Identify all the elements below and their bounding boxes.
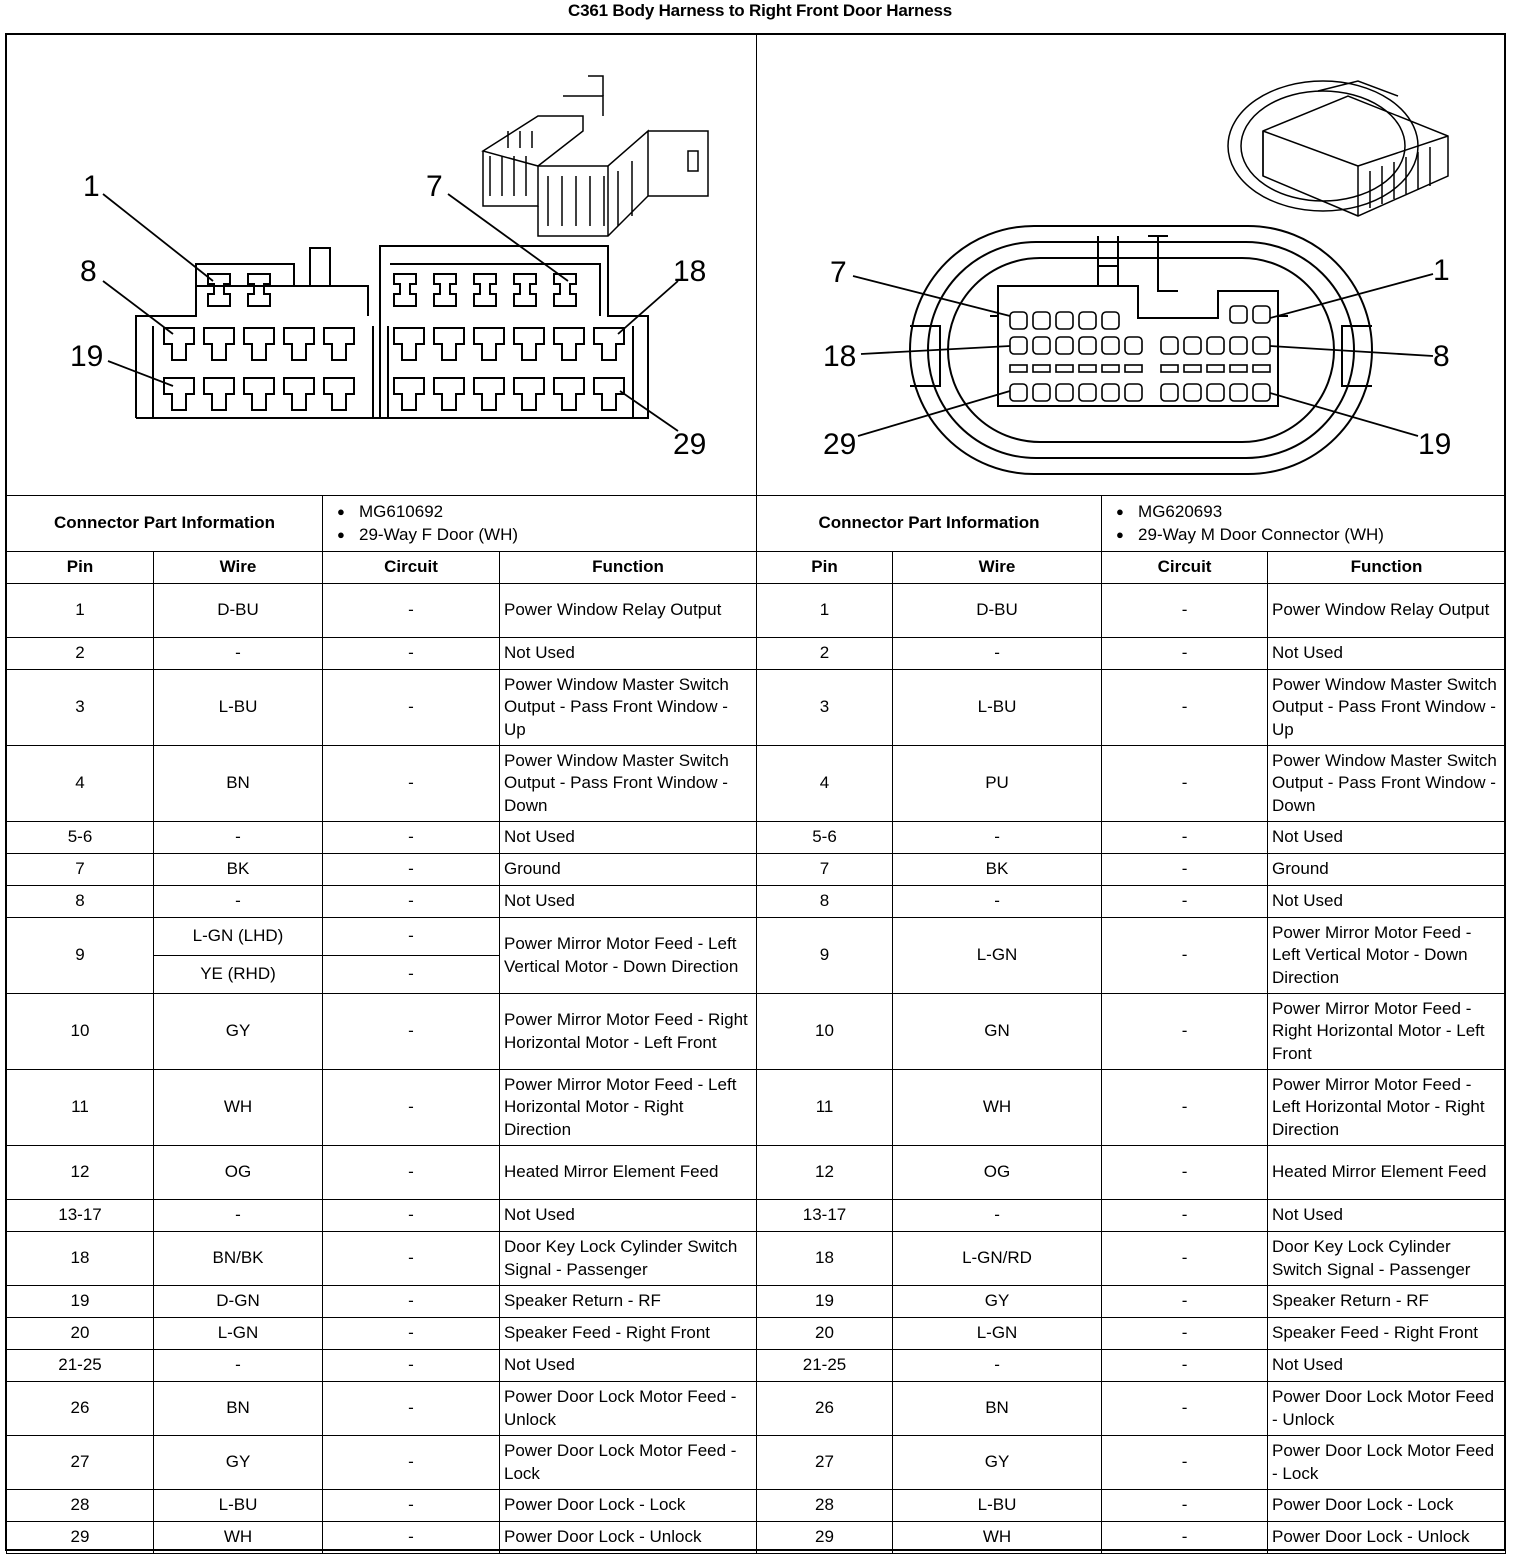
right-circuit-cell: - <box>1102 1522 1268 1554</box>
table-row <box>7 854 1506 886</box>
left-pin-cell: 3 <box>7 670 154 746</box>
left-pin-cell: 2 <box>7 638 154 670</box>
right-function-cell: Speaker Return - RF <box>1268 1286 1506 1318</box>
left-pin-cell: 12 <box>7 1146 154 1200</box>
left-part-number: ● MG610692 <box>327 501 752 524</box>
left-circuit-cell: - <box>323 1350 500 1382</box>
right-pin-cell: 2 <box>757 638 893 670</box>
left-wire-cell: OG <box>154 1146 323 1200</box>
left-wire-cell: - <box>154 886 323 918</box>
right-function-cell: Not Used <box>1268 822 1506 854</box>
right-pin-cell: 8 <box>757 886 893 918</box>
right-wire-cell: WH <box>893 1522 1102 1554</box>
right-pin-cell: 20 <box>757 1318 893 1350</box>
left-pin-cell: 1 <box>7 584 154 638</box>
table-header-row <box>7 552 1506 584</box>
left-wire-cell: BK <box>154 854 323 886</box>
right-circuit-cell: - <box>1102 746 1268 822</box>
left-wire-cell: D-BU <box>154 584 323 638</box>
right-circuit-cell: - <box>1102 1200 1268 1232</box>
right-wire-cell: D-BU <box>893 584 1102 638</box>
left-pin-cell: 19 <box>7 1286 154 1318</box>
left-function-cell: Not Used <box>500 638 757 670</box>
left-info-label: Connector Part Information <box>7 496 323 552</box>
right-circuit-cell: - <box>1102 670 1268 746</box>
right-circuit-cell: - <box>1102 1490 1268 1522</box>
left-wire-cell: WH <box>154 1522 323 1554</box>
right-connector-diagram <box>758 36 1504 494</box>
left-pin-cell: 29 <box>7 1522 154 1554</box>
right-wire-cell: GY <box>893 1286 1102 1318</box>
left-function-cell: Heated Mirror Element Feed <box>500 1146 757 1200</box>
left-function-cell: Not Used <box>500 886 757 918</box>
right-wire-cell: - <box>893 886 1102 918</box>
right-function-cell: Power Window Master Switch Output - Pass Front Window - Up <box>1268 670 1506 746</box>
left-function-cell: Not Used <box>500 1200 757 1232</box>
right-row3-slots <box>1010 365 1270 372</box>
left-callout-7: 7 <box>426 170 443 203</box>
col-header-circuit: Circuit <box>323 552 500 584</box>
table-row <box>7 1146 1506 1200</box>
left-pin-cell: 10 <box>7 994 154 1070</box>
col-header-function: Function <box>1268 552 1506 584</box>
right-wire-cell: - <box>893 1200 1102 1232</box>
left-pin-cell: 13-17 <box>7 1200 154 1232</box>
right-pin-cell: 13-17 <box>757 1200 893 1232</box>
right-circuit-cell: - <box>1102 1350 1268 1382</box>
left-circuit-cell: - <box>323 638 500 670</box>
left-pin-cell: 4 <box>7 746 154 822</box>
right-wire-cell: - <box>893 1350 1102 1382</box>
right-pin-cell: 7 <box>757 854 893 886</box>
table-row <box>7 670 1506 746</box>
left-function-cell: Power Door Lock - Unlock <box>500 1522 757 1554</box>
left-function-cell: Not Used <box>500 1350 757 1382</box>
left-circuit-cell: - <box>323 670 500 746</box>
right-function-cell: Power Window Relay Output <box>1268 584 1506 638</box>
right-info-values <box>1102 496 1506 552</box>
right-wire-cell: - <box>893 822 1102 854</box>
left-callout-29: 29 <box>673 428 707 461</box>
left-circuit-cell: - <box>323 1522 500 1554</box>
right-function-cell: Not Used <box>1268 1200 1506 1232</box>
table-row <box>7 584 1506 638</box>
table-row <box>7 886 1506 918</box>
left-circuit-cell: - <box>323 1436 500 1490</box>
left-wire-cell: GY <box>154 1436 323 1490</box>
left-wire-cell: BN <box>154 746 323 822</box>
right-circuit-cell: - <box>1102 1318 1268 1350</box>
right-function-cell: Power Door Lock - Unlock <box>1268 1522 1506 1554</box>
right-circuit-cell: - <box>1102 822 1268 854</box>
right-function-cell: Not Used <box>1268 638 1506 670</box>
left-function-cell: Power Mirror Motor Feed - Right Horizontal Motor - Left Front <box>500 994 757 1070</box>
right-pin-cell: 29 <box>757 1522 893 1554</box>
right-connector-face <box>910 226 1372 474</box>
left-wire-cell: L-GN (LHD) <box>154 918 323 956</box>
right-wire-cell: OG <box>893 1146 1102 1200</box>
right-function-cell: Power Mirror Motor Feed - Left Vertical Motor - Down Direction <box>1268 918 1506 994</box>
right-pin-cell: 10 <box>757 994 893 1070</box>
left-row1-pins <box>208 274 576 306</box>
left-wire-cell: YE (RHD) <box>154 956 323 994</box>
left-circuit-cell: - <box>323 1146 500 1200</box>
right-callout-1: 1 <box>1433 254 1450 287</box>
left-pin-cell: 5-6 <box>7 822 154 854</box>
right-circuit-cell: - <box>1102 1382 1268 1436</box>
right-callout-8: 8 <box>1433 340 1450 373</box>
right-circuit-cell: - <box>1102 1070 1268 1146</box>
left-function-cell: Power Window Master Switch Output - Pass Front Window - Down <box>500 746 757 822</box>
right-description: ● 29-Way M Door Connector (WH) <box>1106 524 1501 547</box>
col-header-pin: Pin <box>7 552 154 584</box>
left-pin-cell: 9 <box>7 918 154 994</box>
right-function-cell: Power Door Lock - Lock <box>1268 1490 1506 1522</box>
left-connector-diagram <box>8 36 754 494</box>
right-callout-29: 29 <box>823 428 857 461</box>
left-function-cell: Speaker Return - RF <box>500 1286 757 1318</box>
left-connector-3d-icon <box>483 76 708 236</box>
table-row <box>7 638 1506 670</box>
right-wire-cell: L-GN/RD <box>893 1232 1102 1286</box>
right-wire-cell: BK <box>893 854 1102 886</box>
right-function-cell: Power Mirror Motor Feed - Left Horizontal Motor - Right Direction <box>1268 1070 1506 1146</box>
right-function-cell: Speaker Feed - Right Front <box>1268 1318 1506 1350</box>
right-function-cell: Heated Mirror Element Feed <box>1268 1146 1506 1200</box>
left-function-cell: Ground <box>500 854 757 886</box>
left-wire-cell: - <box>154 1200 323 1232</box>
left-pin-cell: 26 <box>7 1382 154 1436</box>
left-circuit-cell: - <box>323 1318 500 1350</box>
left-wire-cell: BN <box>154 1382 323 1436</box>
right-circuit-cell: - <box>1102 1436 1268 1490</box>
right-function-cell: Not Used <box>1268 1350 1506 1382</box>
left-circuit-cell: - <box>323 822 500 854</box>
pinout-table <box>6 495 1506 1554</box>
left-function-cell: Power Door Lock - Lock <box>500 1490 757 1522</box>
col-header-function: Function <box>500 552 757 584</box>
right-pin-cell: 21-25 <box>757 1350 893 1382</box>
right-circuit-cell: - <box>1102 918 1268 994</box>
table-row <box>7 1070 1506 1146</box>
right-wire-cell: GY <box>893 1436 1102 1490</box>
right-pin-cell: 27 <box>757 1436 893 1490</box>
left-wire-cell: L-BU <box>154 1490 323 1522</box>
right-pin-cell: 9 <box>757 918 893 994</box>
left-wire-cell: D-GN <box>154 1286 323 1318</box>
left-function-cell: Power Door Lock Motor Feed - Unlock <box>500 1382 757 1436</box>
left-pin-cell: 11 <box>7 1070 154 1146</box>
right-function-cell: Not Used <box>1268 886 1506 918</box>
left-callout-1: 1 <box>83 170 100 203</box>
table-row <box>7 1286 1506 1318</box>
left-function-cell: Speaker Feed - Right Front <box>500 1318 757 1350</box>
col-header-pin: Pin <box>757 552 893 584</box>
right-pin-cell: 5-6 <box>757 822 893 854</box>
right-pin-cell: 28 <box>757 1490 893 1522</box>
right-function-cell: Door Key Lock Cylinder Switch Signal - Passenger <box>1268 1232 1506 1286</box>
table-row <box>7 822 1506 854</box>
table-row <box>7 1436 1506 1490</box>
left-circuit-cell: - <box>323 1070 500 1146</box>
right-circuit-cell: - <box>1102 994 1268 1070</box>
left-circuit-cell: - <box>323 1490 500 1522</box>
left-leader-lines <box>103 194 678 431</box>
left-circuit-cell: - <box>323 994 500 1070</box>
table-row <box>7 1490 1506 1522</box>
left-row2-pins <box>164 328 624 360</box>
table-row <box>7 994 1506 1070</box>
left-wire-cell: L-BU <box>154 670 323 746</box>
left-pin-cell: 21-25 <box>7 1350 154 1382</box>
table-row <box>7 1318 1506 1350</box>
right-function-cell: Power Window Master Switch Output - Pass Front Window - Down <box>1268 746 1506 822</box>
right-part-number: ● MG620693 <box>1106 501 1501 524</box>
left-pin-cell: 20 <box>7 1318 154 1350</box>
left-description: ● 29-Way F Door (WH) <box>327 524 752 547</box>
right-pin-cell: 1 <box>757 584 893 638</box>
table-row <box>7 918 1506 956</box>
left-pin-cell: 28 <box>7 1490 154 1522</box>
right-function-cell: Power Mirror Motor Feed - Right Horizontal Motor - Left Front <box>1268 994 1506 1070</box>
right-wire-cell: L-GN <box>893 1318 1102 1350</box>
right-circuit-cell: - <box>1102 854 1268 886</box>
left-circuit-cell: - <box>323 854 500 886</box>
left-circuit-cell: - <box>323 584 500 638</box>
left-function-cell: Power Mirror Motor Feed - Left Horizontal Motor - Right Direction <box>500 1070 757 1146</box>
right-pin-cell: 11 <box>757 1070 893 1146</box>
right-wire-cell: WH <box>893 1070 1102 1146</box>
right-pin-cell: 19 <box>757 1286 893 1318</box>
right-circuit-cell: - <box>1102 886 1268 918</box>
left-circuit-cell: - <box>323 886 500 918</box>
left-function-cell: Door Key Lock Cylinder Switch Signal - Passenger <box>500 1232 757 1286</box>
right-wire-cell: GN <box>893 994 1102 1070</box>
left-wire-cell: BN/BK <box>154 1232 323 1286</box>
right-pin-cell: 18 <box>757 1232 893 1286</box>
left-connector-face <box>136 246 648 418</box>
table-row <box>7 1522 1506 1554</box>
left-wire-cell: WH <box>154 1070 323 1146</box>
left-row3-pins <box>164 378 624 410</box>
right-connector-3d-icon <box>1228 81 1448 216</box>
left-function-cell: Not Used <box>500 822 757 854</box>
right-callout-18: 18 <box>823 340 857 373</box>
right-wire-cell: L-BU <box>893 670 1102 746</box>
right-info-label: Connector Part Information <box>757 496 1102 552</box>
left-wire-cell: - <box>154 1350 323 1382</box>
left-pin-cell: 8 <box>7 886 154 918</box>
table-row <box>7 1382 1506 1436</box>
left-wire-cell: - <box>154 638 323 670</box>
right-circuit-cell: - <box>1102 638 1268 670</box>
col-header-circuit: Circuit <box>1102 552 1268 584</box>
left-circuit-cell: - <box>323 1382 500 1436</box>
table-row <box>7 1232 1506 1286</box>
panel-divider <box>756 34 757 496</box>
left-function-cell: Power Door Lock Motor Feed - Lock <box>500 1436 757 1490</box>
right-circuit-cell: - <box>1102 1286 1268 1318</box>
right-wire-cell: L-BU <box>893 1490 1102 1522</box>
right-wire-cell: - <box>893 638 1102 670</box>
right-callout-7: 7 <box>830 256 847 289</box>
right-pin-cell: 12 <box>757 1146 893 1200</box>
right-wire-cell: BN <box>893 1382 1102 1436</box>
right-function-cell: Power Door Lock Motor Feed - Unlock <box>1268 1382 1506 1436</box>
right-function-cell: Power Door Lock Motor Feed - Lock <box>1268 1436 1506 1490</box>
left-circuit-cell: - <box>323 746 500 822</box>
right-wire-cell: L-GN <box>893 918 1102 994</box>
right-circuit-cell: - <box>1102 1232 1268 1286</box>
right-pin-cell: 4 <box>757 746 893 822</box>
connector-info-row <box>7 496 1506 552</box>
left-function-cell: Power Window Master Switch Output - Pass Front Window - Up <box>500 670 757 746</box>
right-row4-pins <box>1010 384 1270 401</box>
left-info-values <box>323 496 757 552</box>
right-pin-cell: 3 <box>757 670 893 746</box>
left-function-cell: Power Window Relay Output <box>500 584 757 638</box>
right-circuit-cell: - <box>1102 1146 1268 1200</box>
col-header-wire: Wire <box>154 552 323 584</box>
left-circuit-cell: - <box>323 1200 500 1232</box>
left-wire-cell: GY <box>154 994 323 1070</box>
left-callout-8: 8 <box>80 255 97 288</box>
right-function-cell: Ground <box>1268 854 1506 886</box>
left-circuit-cell: - <box>323 918 500 956</box>
left-circuit-cell: - <box>323 1232 500 1286</box>
left-pin-cell: 18 <box>7 1232 154 1286</box>
table-row <box>7 746 1506 822</box>
left-callout-18: 18 <box>673 255 707 288</box>
right-circuit-cell: - <box>1102 584 1268 638</box>
table-row <box>7 1200 1506 1232</box>
left-circuit-cell: - <box>323 1286 500 1318</box>
left-circuit-cell: - <box>323 956 500 994</box>
col-header-wire: Wire <box>893 552 1102 584</box>
right-callout-19: 19 <box>1418 428 1452 461</box>
table-row <box>7 1350 1506 1382</box>
left-function-cell: Power Mirror Motor Feed - Left Vertical Motor - Down Direction <box>500 918 757 994</box>
page-title: C361 Body Harness to Right Front Door Harness <box>568 1 952 20</box>
left-callout-19: 19 <box>70 340 104 373</box>
right-wire-cell: PU <box>893 746 1102 822</box>
left-pin-cell: 27 <box>7 1436 154 1490</box>
left-pin-cell: 7 <box>7 854 154 886</box>
left-wire-cell: - <box>154 822 323 854</box>
left-wire-cell: L-GN <box>154 1318 323 1350</box>
right-row2-pins <box>1010 337 1270 354</box>
right-pin-cell: 26 <box>757 1382 893 1436</box>
